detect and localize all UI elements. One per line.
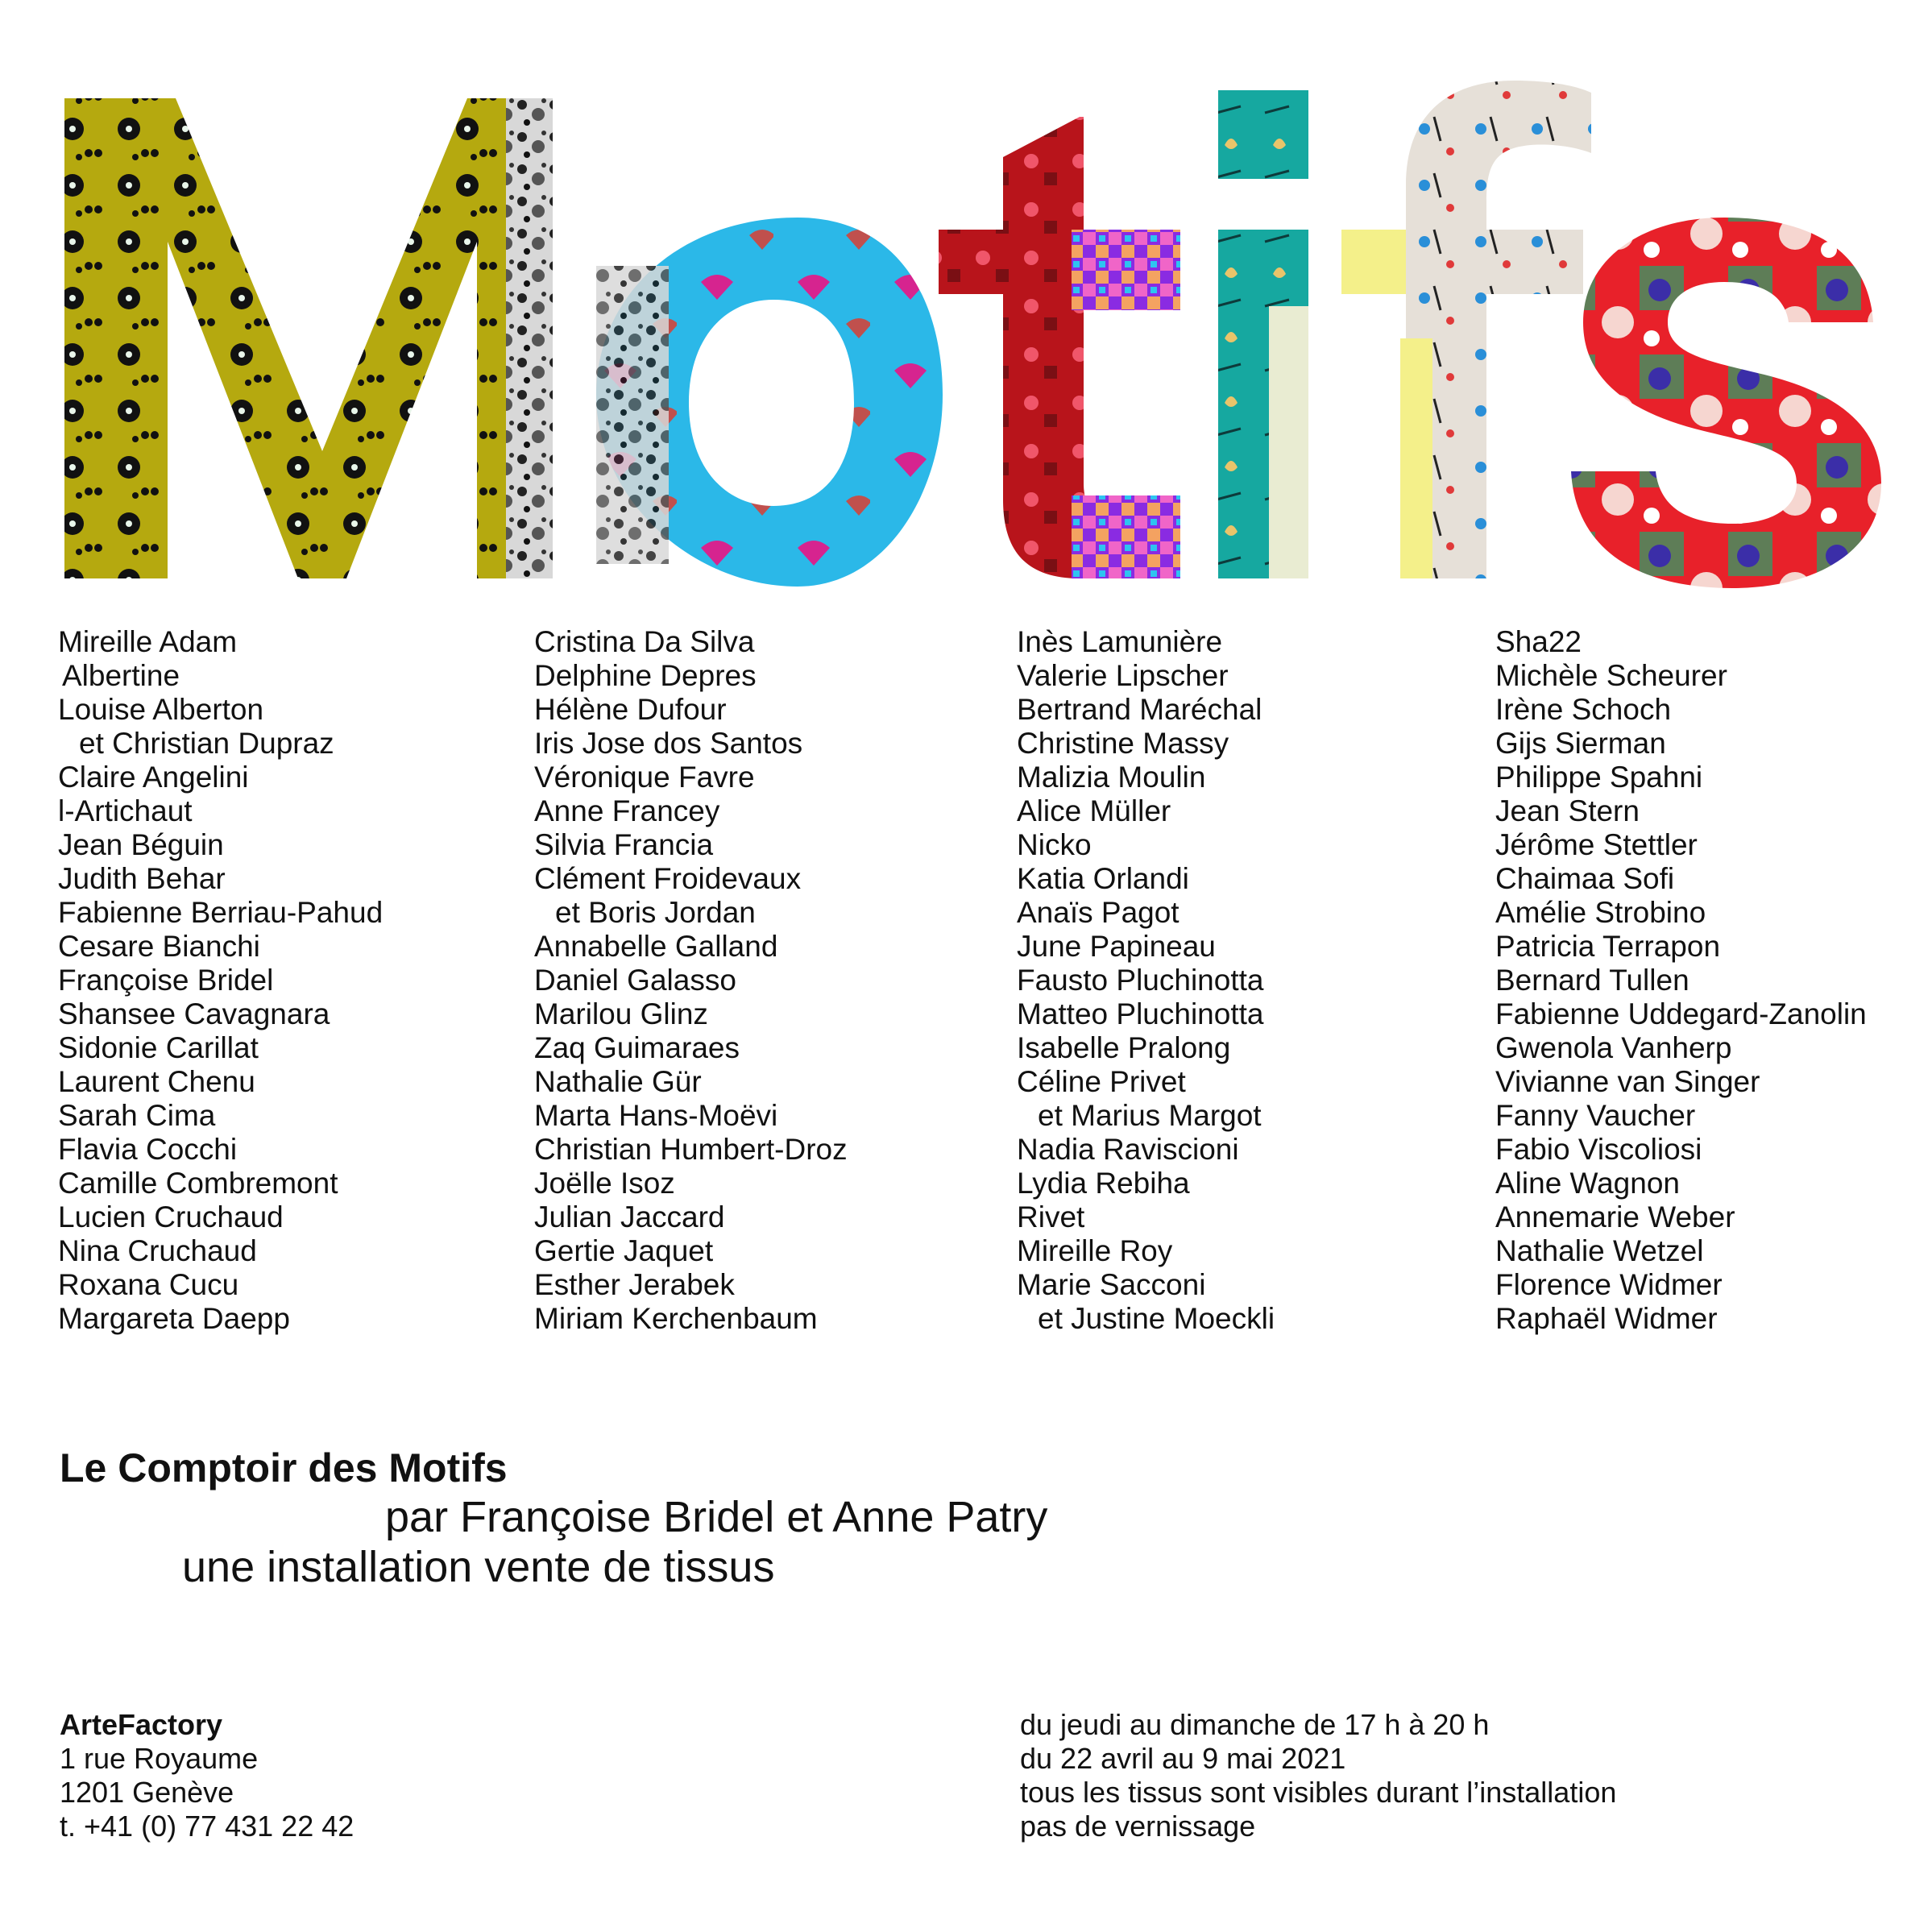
artist-name: Iris Jose dos Santos (534, 727, 803, 760)
artist-name: Amélie Strobino (1495, 896, 1706, 929)
letter-f (1341, 81, 1591, 578)
letter-t-qr-block (1072, 230, 1180, 310)
artist-name: Bernard Tullen (1495, 964, 1689, 997)
artist-name: Sarah Cima (58, 1099, 216, 1132)
artist-name: Raphaël Widmer (1495, 1302, 1718, 1335)
artist-name: Vivianne van Singer (1495, 1065, 1760, 1098)
artist-name: Irène Schoch (1495, 693, 1672, 726)
artist-name: Mireille Adam (58, 625, 238, 658)
venue-phone: t. +41 (0) 77 431 22 42 (60, 1810, 354, 1843)
artist-name: Fabio Viscoliosi (1495, 1133, 1702, 1166)
event-title: Le Comptoir des Motifs (60, 1445, 508, 1490)
letter-t-qr-block-lower (1072, 495, 1180, 578)
artist-name: Jean Stern (1495, 794, 1640, 827)
artist-name: et Marius Margot (1038, 1099, 1262, 1132)
artist-list-column-1 (58, 625, 383, 1336)
artist-name: Fausto Pluchinotta (1017, 964, 1264, 997)
artist-name: Mireille Roy (1017, 1234, 1173, 1267)
artist-name: Isabelle Pralong (1017, 1031, 1231, 1064)
artist-name: Malizia Moulin (1017, 761, 1206, 794)
artist-name: Matteo Pluchinotta (1017, 997, 1264, 1030)
artist-name: Florence Widmer (1495, 1268, 1723, 1301)
artist-name: Julian Jaccard (534, 1200, 725, 1233)
artist-name: Flavia Cocchi (58, 1133, 238, 1166)
artist-name: Annabelle Galland (534, 930, 778, 963)
letter-s (1571, 218, 1881, 588)
artist-name: Philippe Spahni (1495, 761, 1703, 794)
event-description: une installation vente de tissus (182, 1543, 775, 1591)
artist-name: Aline Wagnon (1495, 1167, 1680, 1200)
artist-name: Fabienne Berriau-Pahud (58, 896, 383, 929)
artist-name: l-Artichaut (58, 794, 193, 827)
artist-name: Nadia Raviscioni (1017, 1133, 1239, 1166)
opening-hours: du jeudi au dimanche de 17 h à 20 h (1020, 1708, 1490, 1741)
artist-name: Anne Francey (534, 794, 720, 827)
artist-name: Sha22 (1495, 625, 1582, 658)
artist-name: Daniel Galasso (534, 964, 736, 997)
artist-name: Claire Angelini (58, 761, 249, 794)
artist-name: Jérôme Stettler (1495, 828, 1698, 861)
artist-name: Joëlle Isoz (534, 1167, 675, 1200)
letter-i-dot (1218, 90, 1308, 179)
artist-name: Marta Hans-Moëvi (534, 1099, 778, 1132)
artist-name: Annemarie Weber (1495, 1200, 1735, 1233)
artist-name: Shansee Cavagnara (58, 997, 330, 1030)
letter-m (64, 98, 549, 578)
schedule-info-block (1020, 1708, 1616, 1843)
event-dates: du 22 avril au 9 mai 2021 (1020, 1742, 1346, 1775)
artist-name: Miriam Kerchenbaum (534, 1302, 818, 1335)
artist-name: Nathalie Gür (534, 1065, 702, 1098)
artist-name: Clément Froidevaux (534, 862, 802, 895)
artist-name: et Justine Moeckli (1038, 1302, 1275, 1335)
artist-name: Judith Behar (58, 862, 226, 895)
letter-f-alt (1341, 230, 1406, 294)
artist-name: Margareta Daepp (58, 1302, 290, 1335)
artist-name: Cesare Bianchi (58, 930, 260, 963)
letter-f-stem-alt (1400, 338, 1432, 578)
artist-name: Inès Lamunière (1017, 625, 1223, 658)
artist-name: Laurent Chenu (58, 1065, 255, 1098)
artist-name: Valerie Lipscher (1017, 659, 1229, 692)
artist-name: Katia Orlandi (1017, 862, 1189, 895)
venue-street: 1 rue Royaume (60, 1742, 259, 1775)
artist-name: Cristina Da Silva (534, 625, 755, 658)
artist-name: Christian Humbert-Droz (534, 1133, 848, 1166)
artist-name: Christine Massy (1017, 727, 1229, 760)
letter-o-texture (596, 266, 669, 564)
artist-name: Fabienne Uddegard-Zanolin (1495, 997, 1867, 1030)
venue-address-block (60, 1708, 354, 1843)
artist-name: Céline Privet (1017, 1065, 1186, 1098)
artist-name: Patricia Terrapon (1495, 930, 1721, 963)
artist-name: June Papineau (1017, 930, 1216, 963)
artist-list-column-4 (1495, 625, 1867, 1336)
artist-name: Fanny Vaucher (1495, 1099, 1696, 1132)
artist-name: Louise Alberton (58, 693, 264, 726)
artist-name: Nicko (1017, 828, 1092, 861)
artist-name: Marilou Glinz (534, 997, 708, 1030)
artist-name: Marie Sacconi (1017, 1268, 1206, 1301)
artist-name: Gertie Jaquet (534, 1234, 714, 1267)
artist-name: Hélène Dufour (534, 693, 727, 726)
letter-i-stem-alt (1269, 306, 1308, 578)
artist-name: Delphine Depres (534, 659, 757, 692)
artist-name: Sidonie Carillat (58, 1031, 259, 1064)
artist-name: Gijs Sierman (1495, 727, 1666, 760)
motifs-title-graphic (0, 0, 1932, 612)
artist-name: Chaimaa Sofi (1495, 862, 1675, 895)
event-organizers: par Françoise Bridel et Anne Patry (385, 1493, 1048, 1541)
vernissage-note: pas de vernissage (1020, 1810, 1256, 1843)
artist-name: Silvia Francia (534, 828, 714, 861)
artist-name: Françoise Bridel (58, 964, 274, 997)
artist-name: Michèle Scheurer (1495, 659, 1727, 692)
artist-name: Rivet (1017, 1200, 1085, 1233)
artist-name: Albertine (62, 659, 180, 692)
artist-name: Jean Béguin (58, 828, 224, 861)
venue-name: ArteFactory (60, 1708, 223, 1741)
artist-name: Anaïs Pagot (1017, 896, 1180, 929)
artist-name: Roxana Cucu (58, 1268, 239, 1301)
venue-city: 1201 Genève (60, 1776, 234, 1809)
artist-name: Zaq Guimaraes (534, 1031, 740, 1064)
artist-name: Nathalie Wetzel (1495, 1234, 1704, 1267)
artist-name: Lucien Cruchaud (58, 1200, 284, 1233)
artist-name: Camille Combremont (58, 1167, 338, 1200)
artist-list-column-2 (534, 625, 848, 1336)
artist-list-column-3 (1017, 625, 1275, 1336)
artist-name: Lydia Rebiha (1017, 1167, 1190, 1200)
artist-name: Alice Müller (1017, 794, 1171, 827)
artist-name: Esther Jerabek (534, 1268, 735, 1301)
artist-name: Nina Cruchaud (58, 1234, 257, 1267)
artist-name: Gwenola Vanherp (1495, 1031, 1732, 1064)
letter-m-texture (506, 98, 553, 578)
artist-name: Véronique Favre (534, 761, 755, 794)
artist-name: Bertrand Maréchal (1017, 693, 1262, 726)
artist-name: et Christian Dupraz (79, 727, 334, 760)
installation-note: tous les tissus sont visibles durant l’installation (1020, 1776, 1617, 1809)
artist-name: et Boris Jordan (555, 896, 756, 929)
